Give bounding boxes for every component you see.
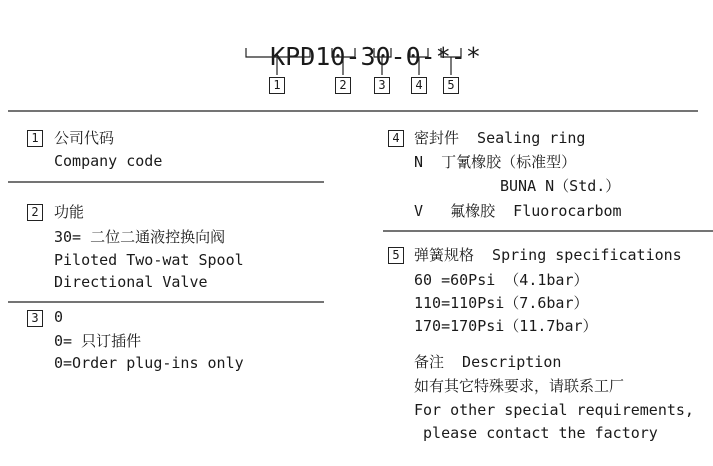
model-code-seal: * bbox=[435, 42, 451, 71]
spring-line-2: 110=110Psi（7.6bar） bbox=[414, 294, 589, 312]
section-1-number: 1 bbox=[27, 130, 43, 147]
function-line-2: Piloted Two-wat Spool bbox=[54, 251, 244, 269]
company-title-en: Company code bbox=[54, 152, 163, 170]
model-code-dash: - bbox=[345, 42, 361, 71]
model-code-function: 30 bbox=[360, 42, 391, 71]
bracket-4 bbox=[410, 48, 428, 57]
seal-line-1: N 丁氰橡胶（标准型） bbox=[414, 153, 577, 171]
spring-title: 弹簧规格 Spring specifications bbox=[414, 246, 682, 264]
model-code-series: KPD10 bbox=[270, 42, 346, 71]
model-code-dash: - bbox=[420, 42, 436, 71]
seal-line-3: V 氟橡胶 Fluorocarbom bbox=[414, 202, 622, 220]
function-line-3: Directional Valve bbox=[54, 273, 208, 291]
section-4-number: 4 bbox=[388, 130, 404, 147]
model-code-option: 0 bbox=[405, 42, 421, 71]
seal-line-2: BUNA N（Std.） bbox=[500, 177, 621, 195]
bracket-number-1: 1 bbox=[269, 77, 285, 94]
bracket-number-2: 2 bbox=[335, 77, 351, 94]
company-title-cn: 公司代码 bbox=[54, 129, 115, 147]
model-code-dash: - bbox=[450, 42, 466, 71]
function-line-1: 30= 二位二通液控换向阀 bbox=[54, 228, 226, 246]
seal-title: 密封件 Sealing ring bbox=[414, 129, 586, 147]
bracket-2 bbox=[332, 48, 355, 57]
remark-line-3: please contact the factory bbox=[414, 424, 658, 442]
bracket-3 bbox=[374, 48, 391, 57]
model-code-spring: * bbox=[465, 42, 481, 71]
option-title: 0 bbox=[54, 308, 64, 326]
section-5-number: 5 bbox=[388, 247, 404, 264]
spring-line-1: 60 =60Psi （4.1bar） bbox=[414, 271, 589, 289]
bracket-5 bbox=[441, 48, 461, 57]
remark-line-2: For other special requirements, bbox=[414, 401, 694, 419]
bracket-number-4: 4 bbox=[411, 77, 427, 94]
section-3-number: 3 bbox=[27, 310, 43, 327]
remark-line-1: 如有其它特殊要求，请联系工厂 bbox=[414, 377, 625, 395]
bracket-number-5: 5 bbox=[443, 77, 459, 94]
bracket-1 bbox=[246, 48, 310, 57]
option-line-1: 0= 只订插件 bbox=[54, 332, 142, 350]
spring-line-3: 170=170Psi（11.7bar） bbox=[414, 317, 598, 335]
model-code-dash: - bbox=[390, 42, 406, 71]
section-2-number: 2 bbox=[27, 204, 43, 221]
remark-title: 备注 Description bbox=[414, 353, 562, 371]
bracket-number-3: 3 bbox=[374, 77, 390, 94]
function-title: 功能 bbox=[54, 203, 85, 221]
option-line-2: 0=Order plug-ins only bbox=[54, 354, 244, 372]
